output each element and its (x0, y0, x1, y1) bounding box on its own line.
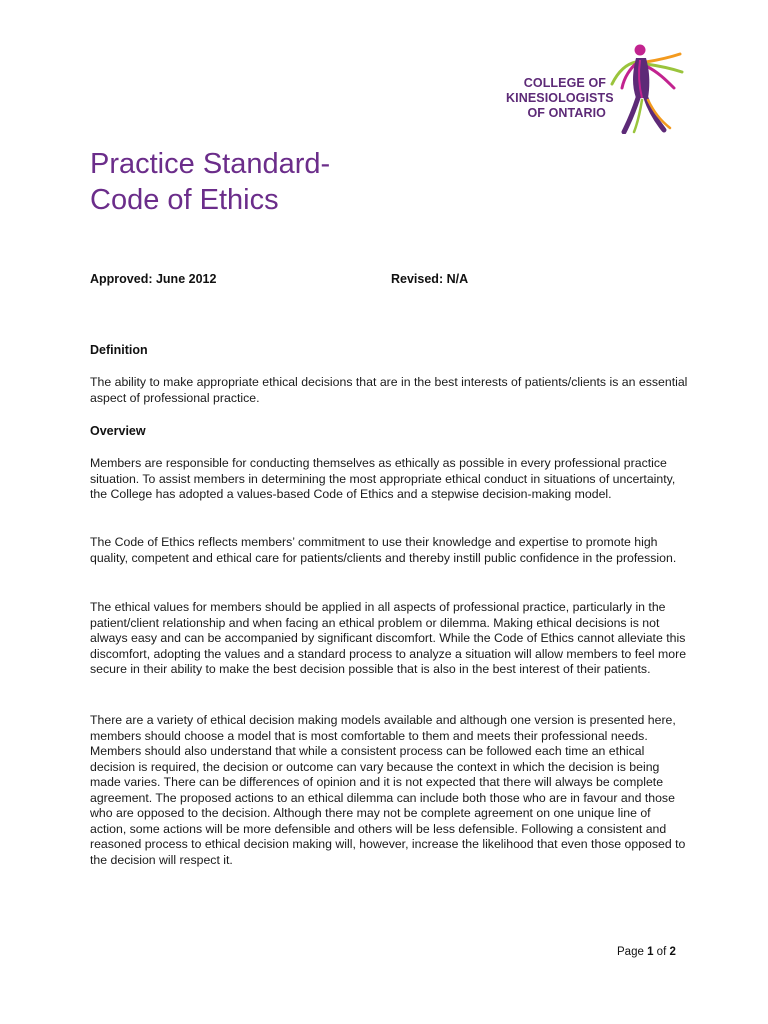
overview-paragraph-4: There are a variety of ethical decision making models available and although one version is presented here, members should choose a model that is most comfortable to them and meets their professional needs. Members should also understand that while a consistent process can be followed each time an ethical decision is required, the decision or outcome can vary because the context in which the decision is being made varies. There can be differences of opinion and it is not expected that there will always be complete agreement. The proposed actions to an ethical dilemma can include both those who are in favour and those who are opposed to the decision. Although there may not be complete agreement on one unique line of action, some actions will be more defensible and others will be less defensible. Following a consistent and reasoned process to ethical decision making will, however, increase the likelihood that even those opposed to the decision will respect it. (90, 713, 686, 867)
page-number (617, 946, 676, 958)
kinesiologist-figure-icon (606, 42, 686, 134)
overview-paragraph-2: The Code of Ethics reflects members’ commitment to use their knowledge and expertise to promote high quality, competent and ethical care for patients/clients and thereby instill public confidence in the profession. (90, 535, 677, 565)
college-logo (506, 42, 686, 134)
title-line-2: Code of Ethics (90, 184, 279, 216)
page-of: of (656, 946, 667, 958)
approved-date: Approved: June 2012 (90, 272, 217, 286)
page-title (90, 146, 330, 218)
page-label: Page (617, 946, 644, 958)
revised-date: Revised: N/A (391, 272, 469, 286)
logo-line-2: KINESIOLOGISTS (506, 91, 614, 105)
logo-line-1: COLLEGE OF (523, 76, 606, 90)
page-total: 2 (669, 946, 676, 958)
definition-text: The ability to make appropriate ethical decisions that are in the best interests of patients/clients is an essential aspect of professional practice. (90, 375, 688, 405)
title-line-1: Practice Standard- (90, 148, 331, 180)
overview-paragraph-3: The ethical values for members should be applied in all aspects of professional practice, particularly in the patient/client relationship and when facing an ethical problem or dilemma. Making ethical decisions is not always easy and can be accompanied by significant discomfort. While the Code of Ethics cannot alleviate this discomfort, adopting the values and a standard process to analyze a situation will allow members to feel more secure in their ability to make the best decision possible that is also in the best interest of their patients. (90, 600, 687, 676)
logo-line-3: OF ONTARIO (527, 106, 606, 120)
overview-heading: Overview (90, 424, 146, 438)
logo-wordmark (506, 76, 614, 121)
overview-paragraph-1: Members are responsible for conducting themselves as ethically as possible in every professional practice situation. To assist members in determining the most appropriate ethical conduct in situations of uncertainty, the College has adopted a values-based Code of Ethics and a stepwise decision-making model. (90, 456, 676, 501)
page-current: 1 (647, 946, 654, 958)
definition-heading: Definition (90, 343, 148, 357)
